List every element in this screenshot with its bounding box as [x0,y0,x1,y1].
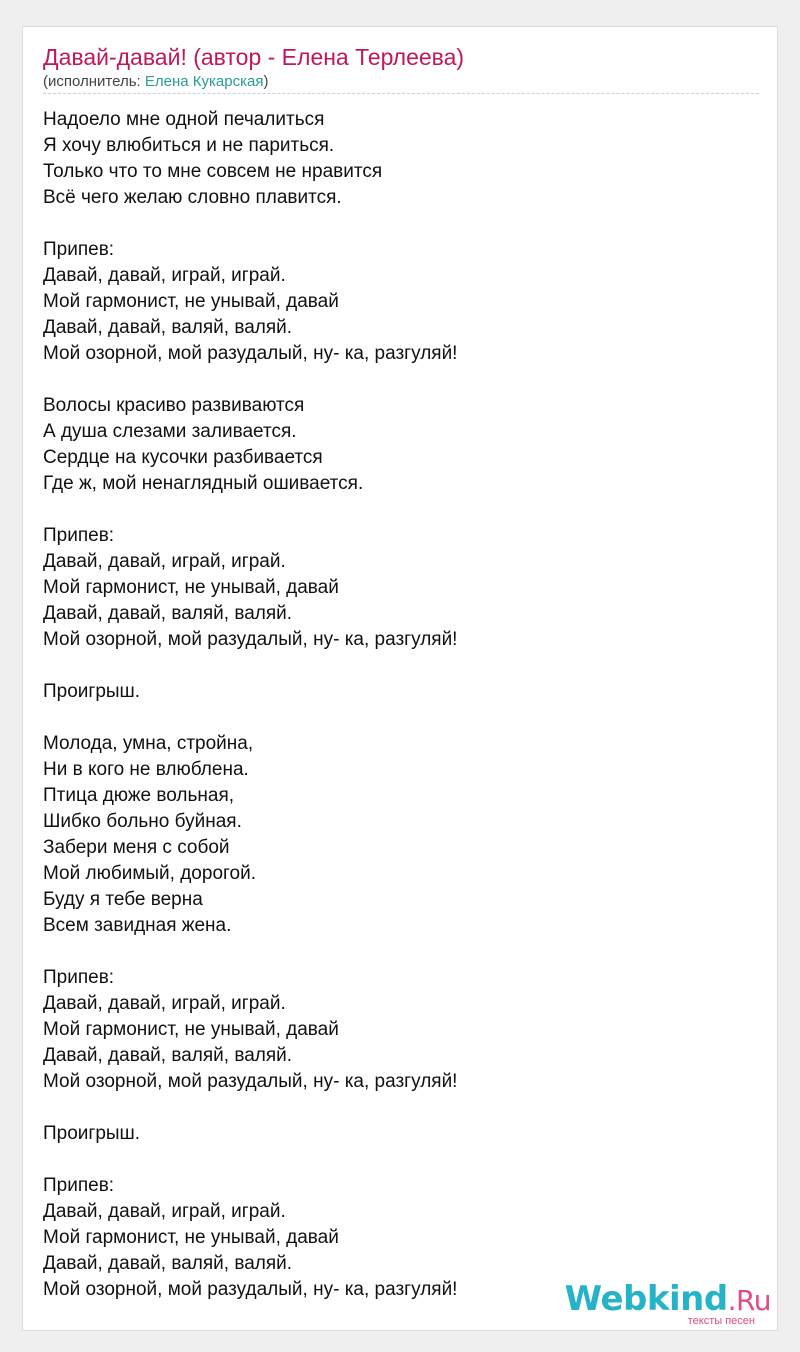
lyric-line: Мой озорной, мой разудалый, ну- ка, разгуляй! [43,629,458,650]
lyric-line: Я хочу влюбиться и не париться. [43,135,335,156]
lyric-line: Мой любимый, дорогой. [43,863,256,884]
lyrics-text [43,107,759,1303]
lyric-line: Всё чего желаю словно плавится. [43,187,342,208]
stanza-gap [43,939,759,965]
lyric-line: Мой гармонист, не унывай, давай [43,577,339,598]
lyric-line: Сердце на кусочки разбивается [43,447,323,468]
stanza-gap [43,367,759,393]
lyric-line: Припев: [43,967,115,988]
stanza-gap [43,211,759,237]
lyric-line: Птица дюже вольная, [43,785,235,806]
title-divider [43,93,759,94]
stanza-gap [43,653,759,679]
lyric-line: Давай, давай, играй, играй. [43,993,286,1014]
lyric-line: Мой гармонист, не унывай, давай [43,1019,339,1040]
lyrics-card [22,26,778,1331]
lyric-line: Проигрыш. [43,681,141,702]
lyric-line: Мой гармонист, не унывай, давай [43,1227,339,1248]
lyric-line: Давай, давай, валяй, валяй. [43,1253,293,1274]
lyric-line: Всем завидная жена. [43,915,232,936]
performer-line [43,73,268,91]
lyric-line: Мой гармонист, не унывай, давай [43,291,339,312]
logo-tld: .Ru [727,1284,771,1317]
stanza-gap [43,1095,759,1121]
site-logo[interactable] [561,1280,771,1328]
stanza-gap [43,705,759,731]
lyric-line: Шибко больно буйная. [43,811,242,832]
logo-wordmark [565,1280,771,1320]
lyric-line: Мой озорной, мой разудалый, ну- ка, разгуляй! [43,1071,458,1092]
lyric-line: Мой озорной, мой разудалый, ну- ка, разгуляй! [43,1279,458,1300]
performer-suffix: ) [263,73,269,90]
lyric-line: Давай, давай, играй, играй. [43,265,286,286]
lyric-line: Припев: [43,525,115,546]
lyric-line: Давай, давай, играй, играй. [43,1201,286,1222]
lyric-line: Давай, давай, валяй, валяй. [43,1045,293,1066]
lyric-line: Давай, давай, играй, играй. [43,551,286,572]
lyric-line: Ни в кого не влюблена. [43,759,249,780]
stanza-gap [43,1147,759,1173]
lyric-line: Мой озорной, мой разудалый, ну- ка, разгуляй! [43,343,458,364]
performer-prefix: (исполнитель: [43,73,145,90]
lyric-line: Только что то мне совсем не нравится [43,161,383,182]
song-title: Давай-давай! (автор - Елена Терлеева) [43,44,465,70]
performer-link[interactable]: Елена Кукарская [144,73,264,90]
lyric-line: Волосы красиво развиваются [43,395,305,416]
lyric-line: Проигрыш. [43,1123,141,1144]
lyric-line: Припев: [43,1175,115,1196]
lyric-line: Молода, умна, стройна, [43,733,254,754]
lyric-line: Где ж, мой ненаглядный ошивается. [43,473,364,494]
logo-name: Webkind [564,1279,728,1319]
lyric-line: Давай, давай, валяй, валяй. [43,603,293,624]
lyric-line: Надоело мне одной печалиться [43,109,325,130]
logo-tagline: тексты песен [687,1315,755,1327]
lyric-line: Припев: [43,239,115,260]
stanza-gap [43,497,759,523]
lyric-line: А душа слезами заливается. [43,421,297,442]
lyric-line: Забери меня с собой [43,837,230,858]
lyric-line: Давай, давай, валяй, валяй. [43,317,293,338]
lyric-line: Буду я тебе верна [43,889,203,910]
